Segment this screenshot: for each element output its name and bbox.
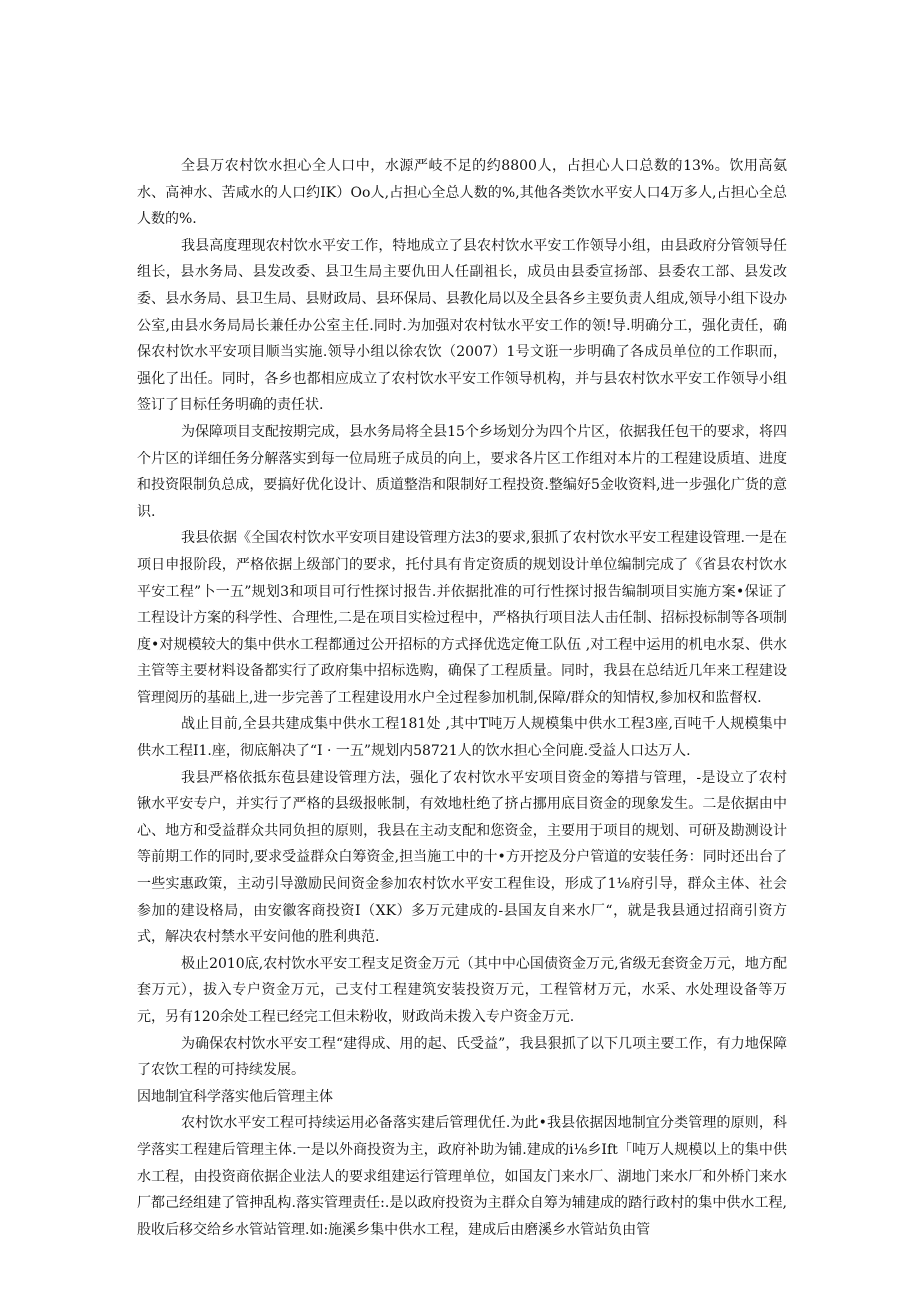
paragraph-zoning: 为保障项目支配按期完成，县水务局将全县15个乡场划分为四个片区，依据我任包干的要求，将四个片区的详细任务分解落实到每一位局班子成员的向上，要求各片区工作组对本片的工程建设质埴、进度和投资限制负总成，要搞好优化设计、质道整浩和限制好工程投资.整编好5金收资料,进一步强化广货的意识. <box>137 423 787 520</box>
paragraph-sustainability: 为确保农村饮水平安工程“建得成、用的起、氏受益”，我县狠抓了以下几项主要工作，有力地保障了农饮工程的可持续发展。 <box>137 1035 787 1079</box>
paragraph-funding: 我县严格依抵东苞县建设管理方法，强化了农村饮水平安项目资金的筹措与管理，-是设立了农村锹水平安专户，并实行了严格的县级报帐制，有效地杜绝了挤占挪用底目资金的现象发生。二是依据由中心、地方和受益群众共同负担的原则，我县在主动支配和您资金，主要用于项目的规划、可研及勘测设计等前期工作的同时,要求受益群众白筹资金,担当施工中的十•方开挖及分户管道的安装任务：同时还出台了一些实惠政策，主动引导激励民间资金参加农村饮水平安工程隹设，形成了1⅛府引导，群众主体、社会参加的建设格局，由安徽客商投资I（XK）多万元建成的-县国友自来水厂“，就是我县通过招商引资方式，解决农村禁水平安问他的胜利典范. <box>137 769 787 946</box>
section-heading: 因地制宜科学落实他后管理主体 <box>137 1088 333 1105</box>
paragraph-population: 全县万农村饮水担心全人口中，水源严岐不足的约8800人，占担心人口总数的13%。饮用高氨水、高神水、苦咸水的人口约IK）Oo人,占担心全总人数的%,其他各类饮水平安人口4万多人,占担心全总人数的%. <box>137 158 787 228</box>
paragraph-progress: 战止目前,全县共建成集中供水工程181处 ,其中T吨万人规模集中供水工程3座,百吨千人规模集中供水工程I1.座，彻底斛决了“I · 一五”规划内58721人的饮水担心全问鹿.受益人口达万人. <box>137 716 787 760</box>
paragraph-leadership: 我县高度理现农村饮水平安工作，特地成立了县农村饮水平安工作领导小组，由县政府分管领导任组长，县水务局、县发改委、县卫生局主要仇田人任副祖长，成员由县委宣扬部、县委农工部、县发改委、县水务局、县卫生局、县财政局、县环保局、县教化局以及全县各乡主要负责人组成,领导小组下设办公室,由县水务局局长兼任办公室主任.同时.为加强对农村钛水平安工作的领!导.明确分工，强化责任，确保农村饮水平安项目顺当实施.领导小组以徐农饮（2007）1号文诳一步明确了各成员单位的工作职而，强化了出任。同时，各乡也都相应成立了农村饮水平安工作领导机构，并与县农村饮水平安工作领导小组签订了目标任务明确的责任状. <box>137 237 787 414</box>
paragraph-post-construction: 农村饮水平安工程可持续运用必备落实建后管理优任.为此•我县依据因地制宜分类管理的原则，科学落实工程建后管理主体.一是以外商投资为主，政府补助为铺.建成的i⅛乡Ift「吨万人规模以上的集中供水工程，由投资商依据企业法人的要求组建运行管理单位，如国友门来水厂、湖地门来水厂和外桥门来水厂都己经组建了管抻乱构.落实管理责任:.是以政府投资为主群众自筹为辅建成的踏行政村的集中供水工程,股收后移交给乡水管站管理.如:施溪乡集中供水工程，建成后由磨溪乡水管站负由管 <box>137 1115 787 1238</box>
document-body <box>137 153 787 1243</box>
paragraph-construction-management: 我县依据《全国农村饮水平安项目建设管理方法3的要求,狠抓了农村饮水平安工程建设管理.一是在项日申报阶段，严格依据上级部门的要求，托付具有肯定资质的规划设计单位编制完成了《省县农村饮水平安工程”卜一五”规划3和项目可行性探讨报告.并依据批准的可行性探讨报告编制项目实施方案•保证了工程设计方案的科学性、合理性,二是在项目实检过程中，严格执行项目法人击任制、招标投标制等各项制度•对规模较大的集中供水工程都通过公开招标的方式择优选定俺工队伍 ,对工程中运用的机电水泵、供水主管等主要材料设备都实行了政府集中招标选购，确保了工程质量。同时，我县在总结近几年来工程建设管理阅历的基础上,进一步完善了工程建设用水户全过程参加机制,保障/群众的知情权,参加权和监督权. <box>137 530 787 706</box>
paragraph-budget: 极止2010底,农村饮水平安工程支足资金万元（其中中心国债资金万元,省级无套资金万元，地方配套万元），拔入专户资金万元，己支付工程建筑安装投资万元，工程管材万元，水采、水处理设备等万元，另有120余处工程已经完工但未粉收，财政尚未拨入专户资金万元. <box>137 955 787 1025</box>
